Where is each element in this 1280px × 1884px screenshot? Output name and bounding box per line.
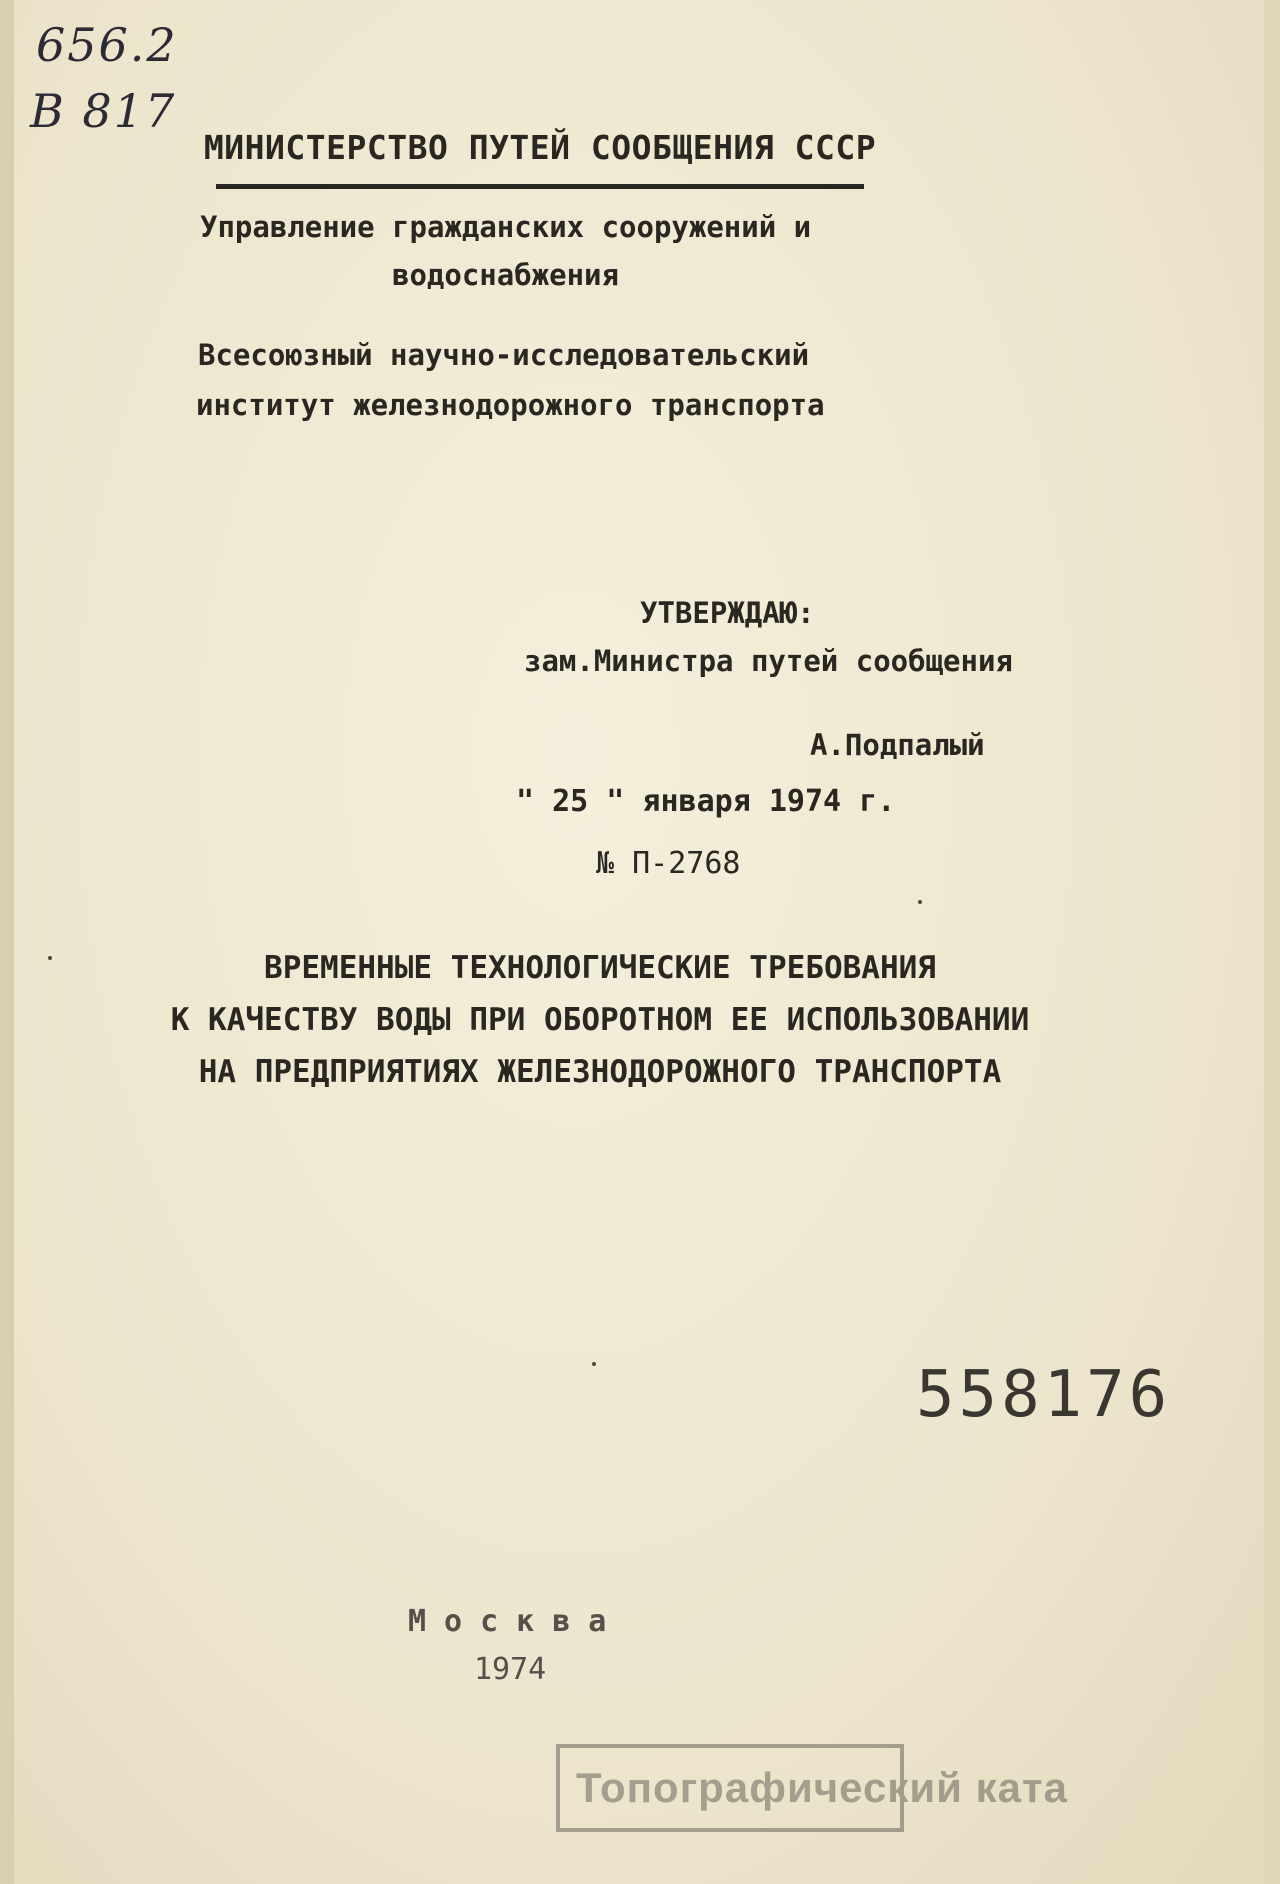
speck (918, 900, 922, 904)
page-edge-left (0, 0, 14, 1884)
publication-city: Москва (408, 1604, 625, 1639)
speck (48, 956, 52, 960)
institute-line-2: институт железнодорожного транспорта (196, 388, 825, 422)
heading-underline (216, 184, 864, 189)
document-title-line-3: НА ПРЕДПРИЯТИЯХ ЖЕЛЕЗНОДОРОЖНОГО ТРАНСПОРТА (198, 1054, 1002, 1090)
approval-position: зам.Министра путей сообщения (524, 644, 1013, 678)
approval-signer: А.Подпалый (810, 728, 985, 762)
department-line-1: Управление гражданских сооружений и (200, 210, 812, 244)
handwritten-code: В 817 (30, 84, 177, 138)
approval-heading: УТВЕРЖДАЮ: (640, 596, 815, 630)
stamp-text: Топографический ката (576, 1764, 1068, 1811)
publication-year: 1974 (474, 1652, 547, 1687)
ministry-heading: МИНИСТЕРСТВО ПУТЕЙ СООБЩЕНИЯ СССР (203, 128, 877, 167)
handwritten-classification: 656.2 (36, 18, 178, 72)
speck (592, 1362, 596, 1366)
department-line-2: водоснабжения (392, 258, 619, 292)
document-title-line-2: К КАЧЕСТВУ ВОДЫ ПРИ ОБОРОТНОМ ЕЕ ИСПОЛЬЗОВАНИИ (170, 1002, 1030, 1038)
approval-number: № П-2768 (596, 846, 741, 881)
page-edge-right (1264, 0, 1280, 1884)
accession-number: 558176 (916, 1358, 1172, 1432)
institute-line-1: Всесоюзный научно-исследовательский (198, 338, 810, 372)
approval-date: " 25 " января 1974 г. (516, 784, 896, 819)
document-title-line-1: ВРЕМЕННЫЕ ТЕХНОЛОГИЧЕСКИЕ ТРЕБОВАНИЯ (264, 950, 936, 986)
library-stamp (556, 1734, 1068, 1846)
